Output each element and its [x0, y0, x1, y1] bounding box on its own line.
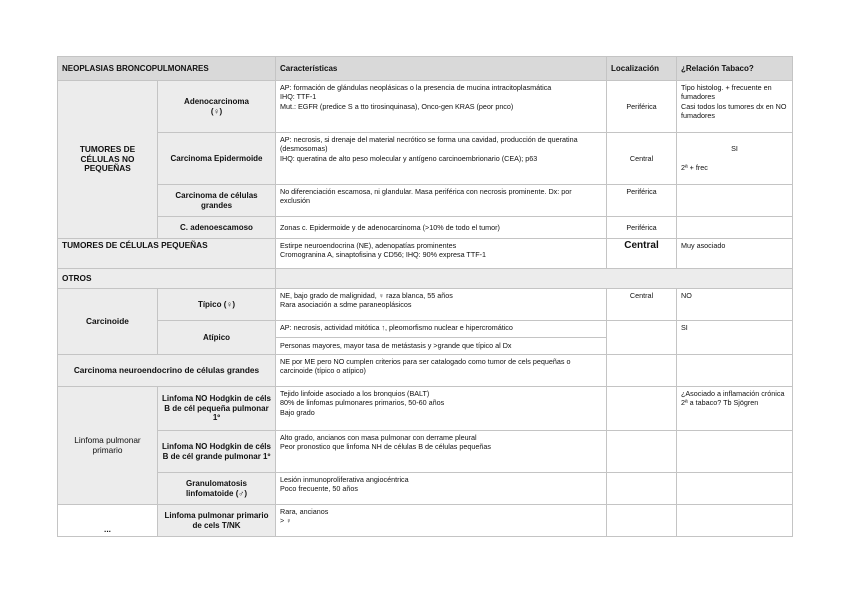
- table-row: [58, 431, 793, 473]
- table-row: [58, 239, 793, 269]
- otros-spacer: [276, 269, 793, 289]
- loc-epidermoide: Central: [607, 133, 677, 185]
- table-row: [58, 133, 793, 185]
- subtype-atipico: Atípico: [158, 321, 276, 355]
- loc-atipico: [607, 321, 677, 355]
- header-caracteristicas: Características: [276, 57, 607, 81]
- desc-atipico-line1: AP: necrosis, actividad mitótica ↑, pleomorfismo nuclear e hipercromático: [276, 321, 606, 338]
- subtype-tipico: Típico (♀): [158, 289, 276, 321]
- neoplasias-table: [57, 56, 793, 537]
- desc-epidermoide: AP: necrosis, si drenaje del material necrótico se forma una cavidad, producción de queratina (desmosomas) IHQ: queratina de alto peso molecular y antígeno carcinoembrionario (CEA); p63: [276, 133, 607, 185]
- desc-adenoescamoso: Zonas c. Epidermoide y de adenocarcinoma (>10% de todo el tumor): [276, 217, 607, 239]
- group-nscc: TUMORES DE CÉLULAS NO PEQUEÑAS: [58, 81, 158, 239]
- desc-linfoma-tnk: Rara, ancianos > ♀: [276, 505, 607, 537]
- subtype-celulas-grandes: Carcinoma de células grandes: [158, 185, 276, 217]
- table-row: [58, 505, 793, 537]
- table-row: [58, 387, 793, 431]
- table-row: [58, 81, 793, 133]
- desc-linfoma-grande: Alto grado, ancianos con masa pulmonar con derrame pleural Peor pronostico que linfoma NH de células B de células pequeñas: [276, 431, 607, 473]
- loc-tipico: Central: [607, 289, 677, 321]
- table-row: [58, 269, 793, 289]
- tabaco-adenoescamoso: [677, 217, 793, 239]
- tabaco-atipico: SI: [677, 321, 793, 355]
- tabaco-granulomatosis: [677, 473, 793, 505]
- table-row: [58, 185, 793, 217]
- header-row: [58, 57, 793, 81]
- desc-neuroendocrino: NE por ME pero NO cumplen criterios para ser catalogado como tumor de cels pequeñas o carcinoide (típico o atípico): [276, 355, 607, 387]
- desc-celulas-grandes: No diferenciación escamosa, ni glandular. Masa periférica con necrosis prominente. Dx: por exclusión: [276, 185, 607, 217]
- subtype-granulomatosis: Granulomatosis linfomatoide (♂): [158, 473, 276, 505]
- tabaco-linfoma-grande: [677, 431, 793, 473]
- group-neuroendocrino: Carcinoma neuroendocrino de células grandes: [58, 355, 276, 387]
- subtype-adenocarcinoma: Adenocarcinoma (♀): [158, 81, 276, 133]
- header-tabaco: ¿Relación Tabaco?: [677, 57, 793, 81]
- subtype-linfoma-pequena: Linfoma NO Hodgkin de céls B de cél pequeña pulmonar 1º: [158, 387, 276, 431]
- desc-adenocarcinoma: AP: formación de glándulas neoplásicas o la presencia de mucina intracitoplasmática IHQ: TTF-1 Mut.: EGFR (predice S a tto tirosinquinasa), Onco-gen KRAS (peor pnco): [276, 81, 607, 133]
- table-row: [58, 217, 793, 239]
- subtype-linfoma-grande: Linfoma NO Hodgkin de céls B de cél grande pulmonar 1º: [158, 431, 276, 473]
- loc-celulas-pequenas: Central: [607, 239, 677, 269]
- loc-linfoma-grande: [607, 431, 677, 473]
- tabaco-celulas-grandes: [677, 185, 793, 217]
- group-scc: TUMORES DE CÉLULAS PEQUEÑAS: [58, 239, 276, 269]
- desc-celulas-pequenas: Estirpe neuroendocrina (NE), adenopatías prominentes Cromogranina A, sinaptofisina y CD56; IHQ: 90% expresa TTF-1: [276, 239, 607, 269]
- desc-linfoma-pequena: Tejido linfoide asociado a los bronquios (BALT) 80% de linfomas pulmonares primarios, 50-60 años Bajo grado: [276, 387, 607, 431]
- tabaco-epidermoide: [677, 133, 793, 185]
- tabaco-adenocarcinoma: Tipo histolog. + frecuente en fumadores Casi todos los tumores dx en NO fumadores: [677, 81, 793, 133]
- tabaco-tipico: NO: [677, 289, 793, 321]
- subtype-epidermoide: Carcinoma Epidermoide: [158, 133, 276, 185]
- tabaco-epidermoide-si: SI: [731, 144, 738, 154]
- header-localizacion: Localización: [607, 57, 677, 81]
- tabaco-linfoma-tnk: [677, 505, 793, 537]
- desc-atipico: [276, 321, 607, 355]
- group-ellipsis: ...: [58, 505, 158, 537]
- table-row: [58, 355, 793, 387]
- group-carcinoide: Carcinoide: [58, 289, 158, 355]
- tabaco-linfoma-pequena: ¿Asociado a inflamación crónica 2ª a tabaco? Tb Sjögren: [677, 387, 793, 431]
- loc-linfoma-tnk: [607, 505, 677, 537]
- loc-adenocarcinoma: Periférica: [607, 81, 677, 133]
- desc-granulomatosis: Lesión inmunoproliferativa angiocéntrica Poco frecuente, 50 años: [276, 473, 607, 505]
- header-neoplasias: NEOPLASIAS BRONCOPULMONARES: [58, 57, 276, 81]
- loc-celulas-grandes: Periférica: [607, 185, 677, 217]
- loc-adenoescamoso: Periférica: [607, 217, 677, 239]
- tabaco-neuroendocrino: [677, 355, 793, 387]
- loc-linfoma-pequena: [607, 387, 677, 431]
- desc-atipico-line2: Personas mayores, mayor tasa de metástasis y >grande que típico al Dx: [280, 341, 512, 351]
- loc-neuroendocrino: [607, 355, 677, 387]
- table-row: [58, 321, 793, 355]
- loc-granulomatosis: [607, 473, 677, 505]
- tabaco-epidermoide-frec: 2ª + frec: [681, 163, 708, 173]
- group-otros: OTROS: [58, 269, 276, 289]
- tabaco-celulas-pequenas: Muy asociado: [677, 239, 793, 269]
- group-linfoma: Linfoma pulmonar primario: [58, 387, 158, 505]
- subtype-adenoescamoso: C. adenoescamoso: [158, 217, 276, 239]
- table-row: [58, 473, 793, 505]
- table-row: [58, 289, 793, 321]
- desc-tipico: NE, bajo grado de malignidad, ♀ raza blanca, 55 años Rara asociación a sdme paraneoplásicos: [276, 289, 607, 321]
- subtype-linfoma-tnk: Linfoma pulmonar primario de cels T/NK: [158, 505, 276, 537]
